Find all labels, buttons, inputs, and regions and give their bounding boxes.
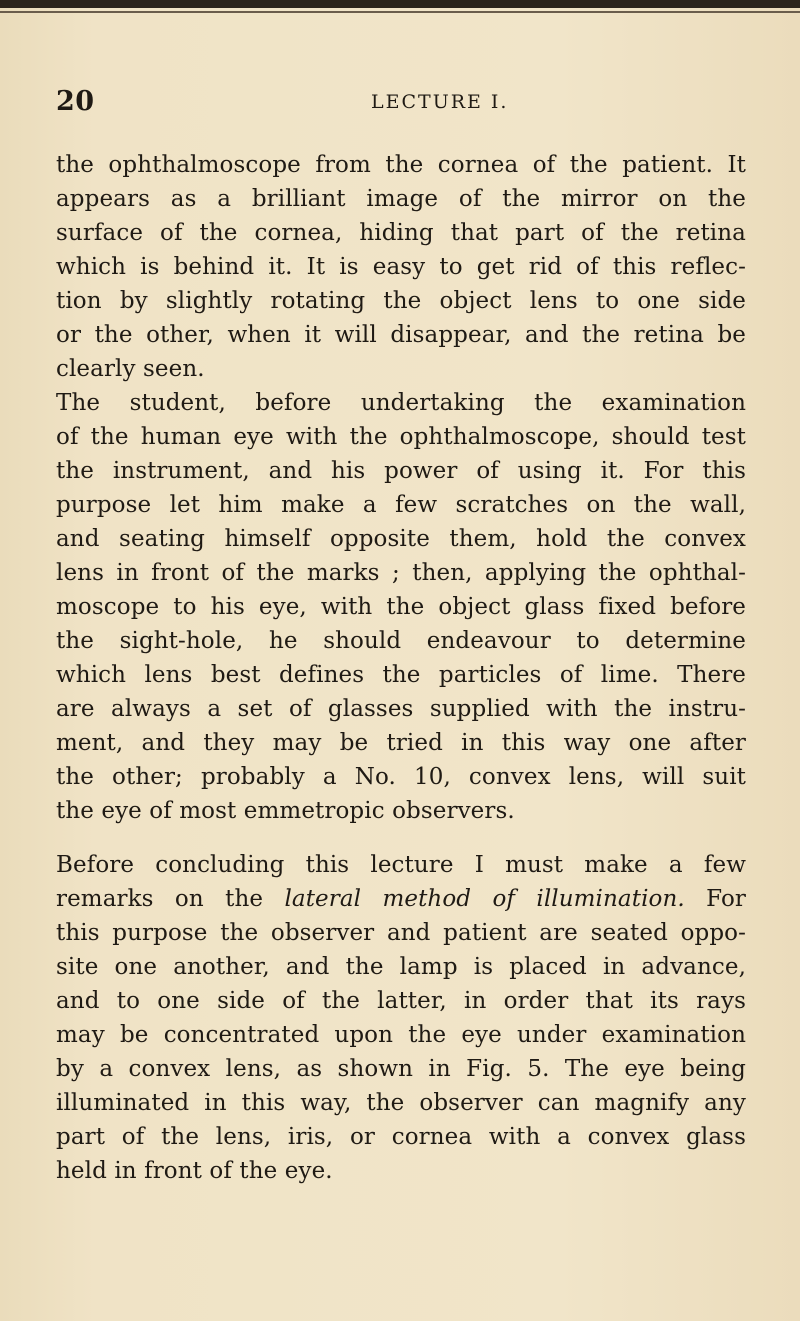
paragraph-gap (56, 828, 746, 848)
text-line: moscope to his eye, with the object glass fixed before (56, 594, 746, 620)
text-line: site one another, and the lamp is placed in advance, (56, 954, 746, 980)
text-line: the instrument, and his power of using it. For this (56, 458, 746, 484)
page-top-edge (0, 0, 800, 8)
italic-phrase: lateral method of illumination. (284, 886, 685, 912)
text-line: lens in front of the marks ; then, applying the ophthal- (56, 560, 746, 586)
text-line: held in front of the eye. (56, 1158, 333, 1184)
text-line: Before concluding this lecture I must make a few (56, 852, 746, 878)
text-line: and seating himself opposite them, hold the convex (56, 526, 746, 552)
text-line: which is behind it. It is easy to get rid of this reflec- (56, 254, 746, 280)
text-line: appears as a brilliant image of the mirror on the (56, 186, 746, 212)
body-text (56, 148, 746, 1188)
text-run: For (684, 886, 746, 912)
text-line: which lens best defines the particles of lime. There (56, 662, 746, 688)
text-line: tion by slightly rotating the object lens to one side (56, 288, 746, 314)
text-line: ment, and they may be tried in this way one after (56, 730, 746, 756)
page-top-rule (0, 11, 800, 13)
text-line-with-italic (56, 882, 746, 916)
text-line: the ophthalmoscope from the cornea of the patient. It (56, 152, 746, 178)
text-line: purpose let him make a few scratches on the wall, (56, 492, 746, 518)
text-line: the sight-hole, he should endeavour to determine (56, 628, 746, 654)
text-line: The student, before undertaking the examination (56, 390, 746, 416)
page-number: 20 (56, 86, 95, 117)
text-line: the other; probably a No. 10, convex lens, will suit (56, 764, 746, 790)
text-line: by a convex lens, as shown in Fig. 5. The eye being (56, 1056, 746, 1082)
page-header (56, 86, 756, 126)
text-line: illuminated in this way, the observer can magnify any (56, 1090, 746, 1116)
running-head: LECTURE I. (371, 91, 509, 113)
text-line: are always a set of glasses supplied with the instru- (56, 696, 746, 722)
text-line: clearly seen. (56, 356, 205, 382)
text-line: surface of the cornea, hiding that part of the retina (56, 220, 746, 246)
text-line: the eye of most emmetropic observers. (56, 798, 515, 824)
text-run: remarks on the (56, 886, 285, 912)
text-line: and to one side of the latter, in order that its rays (56, 988, 746, 1014)
text-line: this purpose the observer and patient are seated oppo- (56, 920, 746, 946)
text-line: or the other, when it will disappear, and the retina be (56, 322, 746, 348)
text-line: of the human eye with the ophthalmoscope, should test (56, 424, 746, 450)
text-line: may be concentrated upon the eye under examination (56, 1022, 746, 1048)
text-line: part of the lens, iris, or cornea with a convex glass (56, 1124, 746, 1150)
